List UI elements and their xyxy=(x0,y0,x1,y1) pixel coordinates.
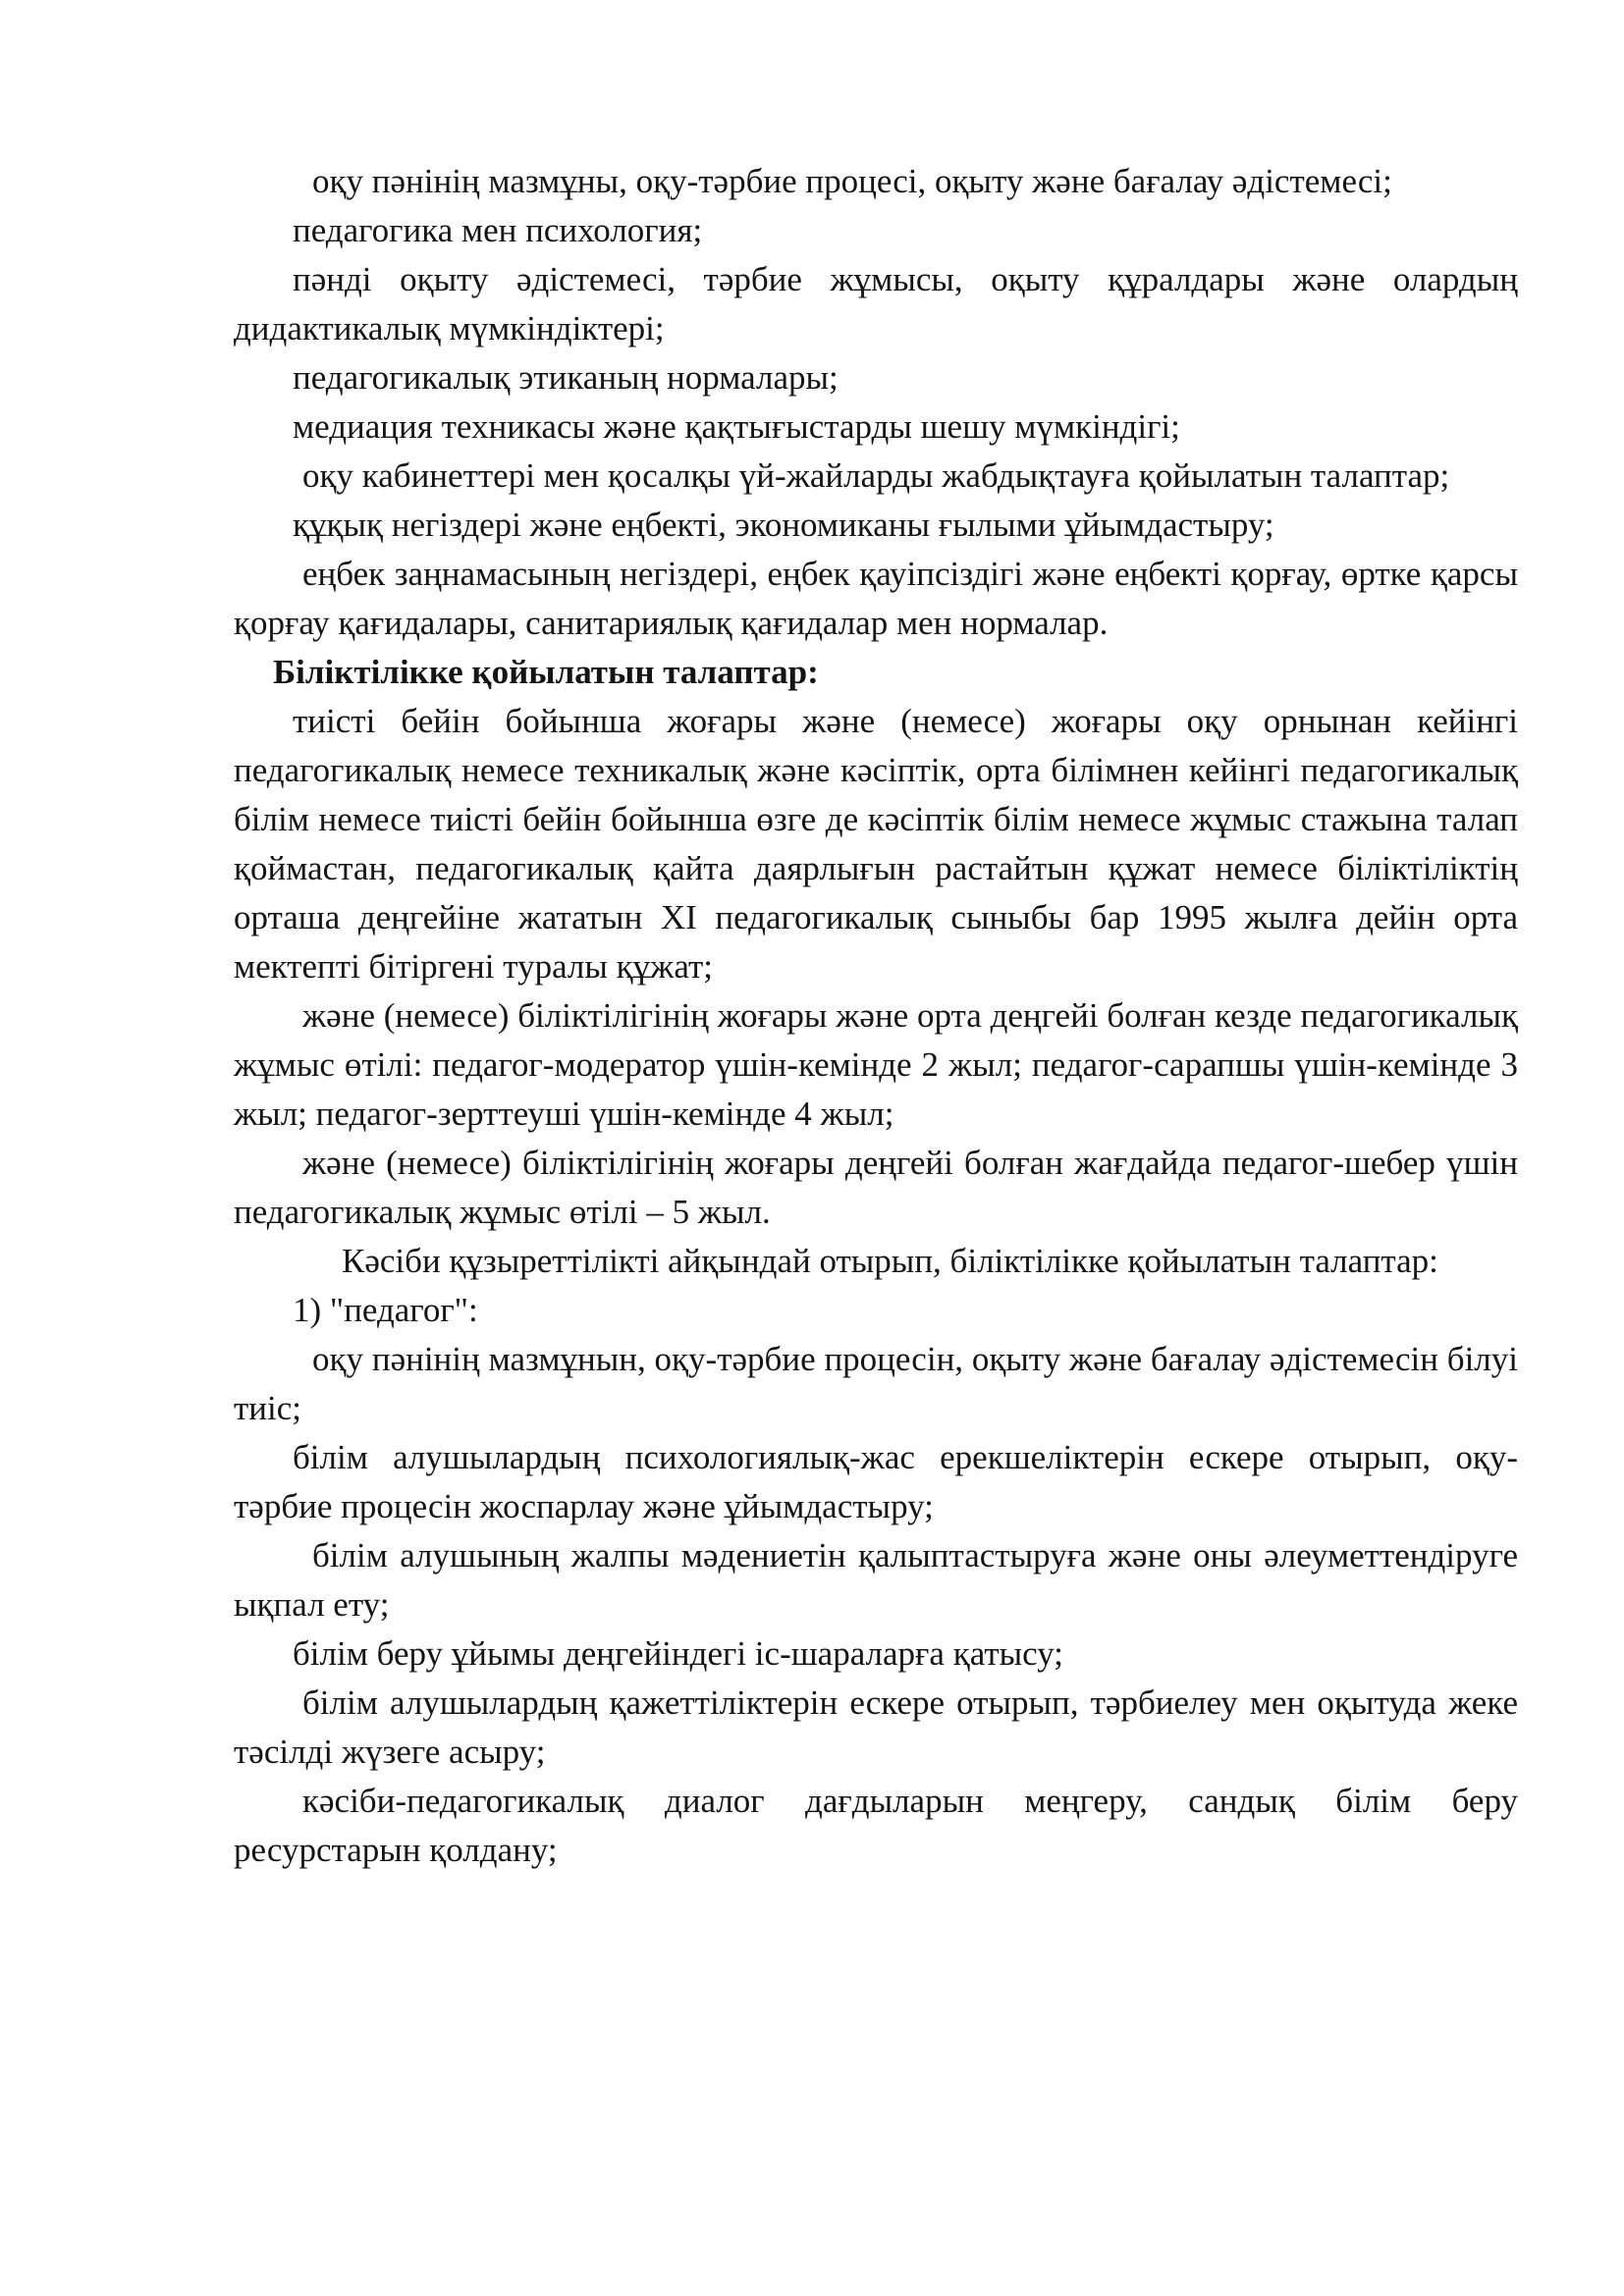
paragraph: және (немесе) біліктілігінің жоғары деңгейі болған жағдайда педагог-шебер үшін педагогикалық жұмыс өтілі – 5 жыл. xyxy=(234,1144,1518,1231)
paragraph: білім алушылардың психологиялық-жас ерекшеліктерін ескере отырып, оқу-тәрбие процесін жоспарлау және ұйымдастыру; xyxy=(234,1438,1518,1525)
paragraph: Кәсіби құзыреттілікті айқындай отырып, біліктілікке қойылатын талаптар: xyxy=(342,1242,1438,1280)
paragraph: білім беру ұйымы деңгейіндегі іс-шараларға қатысу; xyxy=(293,1634,1063,1673)
paragraph: педагогика мен психология; xyxy=(293,211,703,249)
section-heading: Біліктілікке қойылатын талаптар: xyxy=(273,653,819,691)
paragraph: медиация техникасы және қақтығыстарды шешу мүмкіндігі; xyxy=(293,407,1180,446)
paragraph: оқу пәнінің мазмұны, оқу-тәрбие процесі, оқыту және бағалау әдістемесі; xyxy=(312,162,1392,200)
paragraph: педагогикалық этиканың нормалары; xyxy=(293,358,839,397)
paragraph: пәнді оқыту әдістемесі, тәрбие жұмысы, оқыту құралдары және олардың дидактикалық мүмкіндіктері; xyxy=(234,260,1518,347)
paragraph: оқу пәнінің мазмұнын, оқу-тәрбие процесін, оқыту және бағалау әдістемесін білуі тиіс; xyxy=(234,1340,1518,1427)
paragraph: кәсіби-педагогикалық диалог дағдыларын меңгеру, сандық білім беру ресурстарын қолдану; xyxy=(234,1782,1518,1869)
paragraph: білім алушылардың қажеттіліктерін ескере отырып, тәрбиелеу мен оқытуда жеке тәсілді жүзеге асыру; xyxy=(234,1683,1518,1771)
document-body xyxy=(234,157,1518,1875)
paragraph: білім алушының жалпы мәдениетін қалыптастыруға және оны әлеуметтендіруге ықпал ету; xyxy=(234,1536,1518,1624)
paragraph: тиісті бейін бойынша жоғары және (немесе) жоғары оқу орнынан кейінгі педагогикалық немесе техникалық және кәсіптік, орта білімнен кейінгі педагогикалық білім немесе тиісті бейін бойынша өзге де кәсіптік білім немесе жұмыс стажына талап қоймастан, педагогикалық қайта даярлығын растайтын құжат немесе біліктіліктің орташа деңгейіне жататын XI педагогикалық сыныбы бар 1995 жылға дейін орта мектепті бітіргені туралы құжат; xyxy=(234,702,1518,986)
paragraph: құқық негіздері және еңбекті, экономиканы ғылыми ұйымдастыру; xyxy=(293,506,1274,544)
list-item-label: 1) "педагог": xyxy=(293,1291,478,1329)
paragraph: және (немесе) біліктілігінің жоғары және орта деңгейі болған кезде педагогикалық жұмыс өтілі: педагог-модератор үшін-кемінде 2 жыл; педагог-сарапшы үшін-кемінде 3 жыл; педагог-зерттеуші үшін-кемінде 4 жыл; xyxy=(234,996,1518,1133)
paragraph: оқу кабинеттері мен қосалқы үй-жайларды жабдықтауға қойылатын талаптар; xyxy=(302,456,1450,495)
paragraph: еңбек заңнамасының негіздері, еңбек қауіпсіздігі және еңбекті қорғау, өртке қарсы қорғау қағидалары, санитариялық қағидалар мен нормалар. xyxy=(234,555,1518,642)
